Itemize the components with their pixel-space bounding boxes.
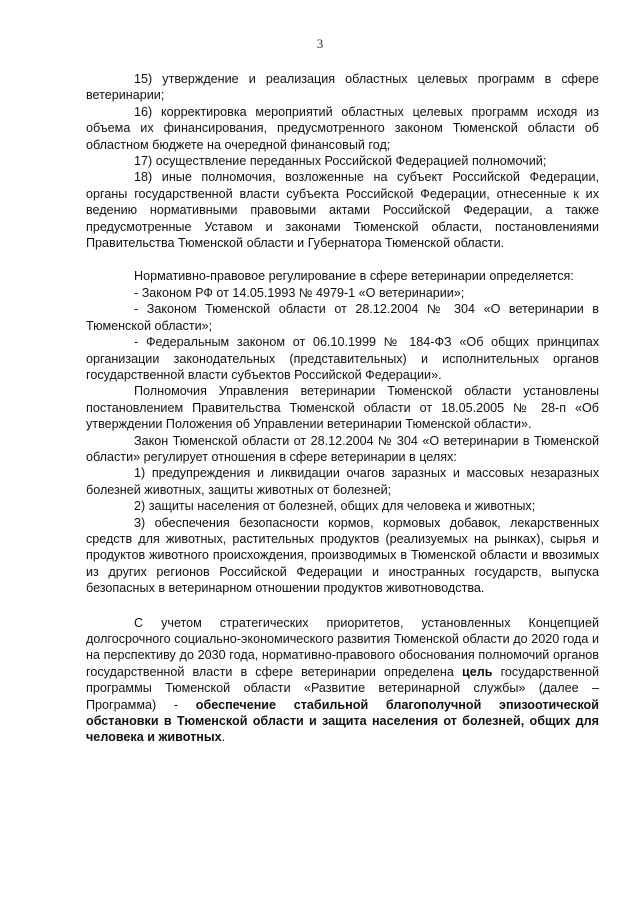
program-goal: обеспечение стабильной благополучной эпизоотической обстановки в Тюменской области и защита населения от болезней, общих для человека и животных	[86, 697, 599, 745]
list-item-16: 16) корректировка мероприятий областных целевых программ исходя из объема их финансирования, предусмотренного законом Тюменской области об областном бюджете на очередной финансовый год;	[86, 104, 599, 152]
goal-item-3: 3) обеспечения безопасности кормов, кормовых добавок, лекарственных средств для животных, растительных продуктов (реализуемых на рынках), сырья и продуктов животного происхождения, производимых в Тюменской области и ввозимых из других регионов Российской Федерации и иностранных государств, выпуска безопасных в ветеринарном отношении продуктов животноводства.	[86, 515, 599, 596]
goal-item-1: 1) предупреждения и ликвидации очагов заразных и массовых незаразных болезней животных, защиты животных от болезней;	[86, 466, 599, 497]
page-body	[86, 71, 599, 746]
list-item-18: 18) иные полномочия, возложенные на субъект Российской Федерации, органы государственной власти субъекта Российской Федерации, отнесенные к их ведению нормативными правовыми актами Российской Федерации, а также предусмотренные Уставом и законами Тюменской области, постановлениями Правительства Тюменской области и Губернатора Тюменской области.	[86, 170, 599, 251]
list-item-15: 15) утверждение и реализация областных целевых программ в сфере ветеринарии;	[86, 72, 599, 103]
page-number: 3	[316, 36, 324, 51]
goal-word: цель	[461, 664, 493, 679]
strategy-text-1: С учетом стратегических приоритетов, установленных Концепцией долгосрочного социально-экономического развития Тюменской области до 2020 года и на перспективу до 2030 года, нормативно-правового обоснования полномочий органов государственной власти в сфере ветеринарии определена	[86, 615, 599, 679]
strategy-text-2: государственной программы Тюменской области «Развитие ветеринарной службы» (далее – Программа) -	[86, 664, 600, 712]
strategy-paragraph	[86, 615, 599, 746]
list-item-17: 17) осуществление переданных Российской Федерацией полномочий;	[134, 154, 547, 169]
powers-paragraph: Полномочия Управления ветеринарии Тюменской области установлены постановлением Правительства Тюменской области от 18.05.2005 № 28-п «Об утверждении Положения об Управлении ветеринарии Тюменской области».	[86, 384, 599, 432]
spacer	[86, 597, 599, 615]
law-item-3: - Федеральным законом от 06.10.1999 № 184-ФЗ «Об общих принципах организации законодательных (представительных) и исполнительных органов государственной власти субъектов Российской Федерации».	[86, 335, 599, 382]
regulation-intro: Нормативно-правовое регулирование в сфере ветеринарии определяется:	[134, 269, 574, 284]
law-goals-intro: Закон Тюменской области от 28.12.2004 № 304 «О ветеринарии в Тюменской области» регулирует отношения в сфере ветеринарии в целях:	[86, 433, 599, 464]
law-item-2: - Законом Тюменской области от 28.12.2004 № 304 «О ветеринарии в Тюменской области»;	[86, 302, 599, 333]
spacer	[86, 251, 599, 268]
strategy-end: .	[221, 730, 226, 745]
law-item-1: - Законом РФ от 14.05.1993 № 4979-1 «О ветеринарии»;	[134, 285, 465, 300]
goal-item-2: 2) защиты населения от болезней, общих для человека и животных;	[134, 499, 536, 514]
